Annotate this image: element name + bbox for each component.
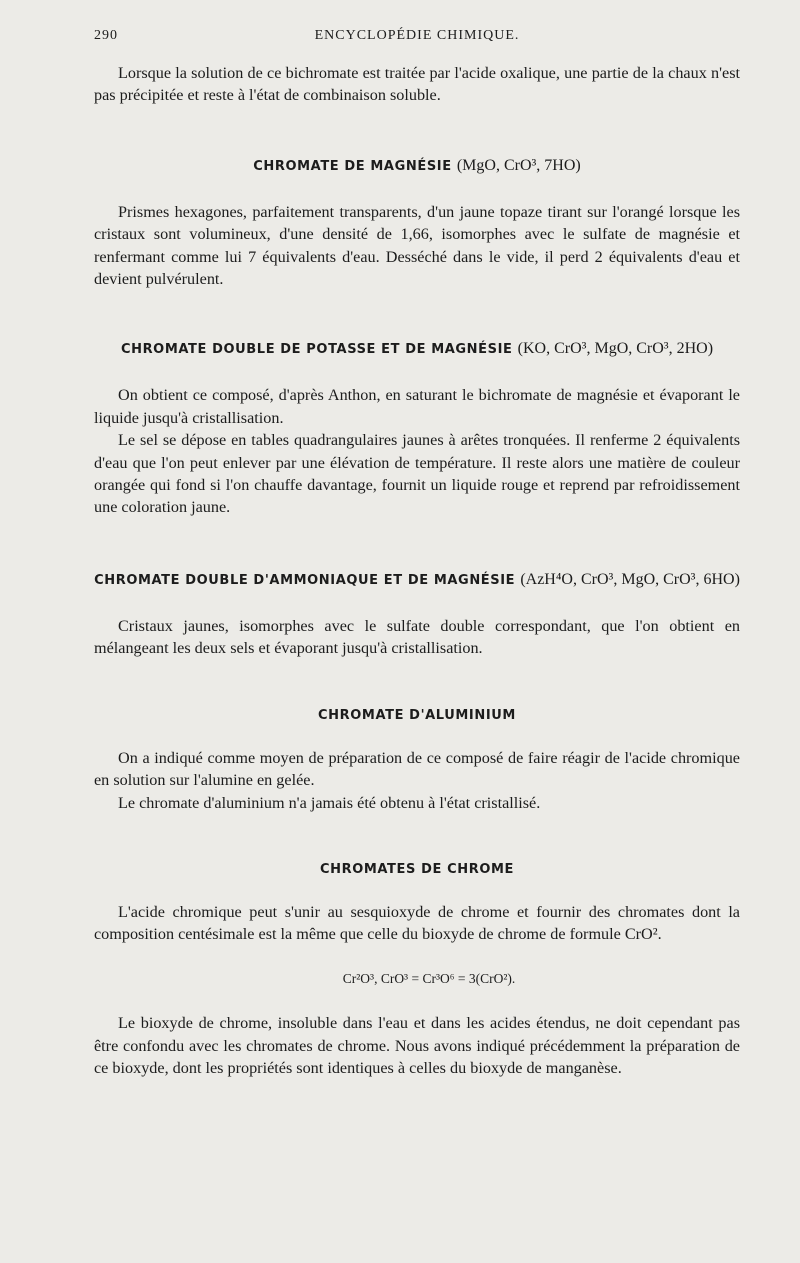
paragraph-potasse-magnesie-1: On obtient ce composé, d'après Anthon, en saturant le bichromate de magnésie et évaporant le liquide jusqu'à cristallisation. [94,386,740,427]
section-formula: (KO, CrO³, MgO, CrO³, 2HO) [517,340,714,358]
paragraph-potasse-magnesie-2: Le sel se dépose en tables quadrangulaires jaunes à arêtes tronquées. Il renferme 2 équivalents d'eau que l'on peut enlever par une élévation de température. Il reste alors une matière de couleur orangée qui fond si l'on chauffe davantage, fournit un liquide rouge et reprend par refroidissement une coloration jaune. [94,431,740,517]
section-title-potasse-magnesie [94,340,740,358]
section-formula: (AzH⁴O, CrO³, MgO, CrO³, 6HO) [520,570,740,588]
section-title-text: CHROMATE D'ALUMINIUM [318,707,516,723]
section-title-aluminium [94,708,740,723]
paragraph-chromate-magnesie: Prismes hexagones, parfaitement transparents, d'un jaune topaze tirant sur l'orangé lorsque les cristaux sont volumineux, d'une densité de 1,66, isomorphes avec le sulfate de magnésie et renfermant comme lui 7 équivalents d'eau. Desséché dans le vide, il perd 2 équivalents d'eau et devient pulvérulent. [94,202,740,289]
section-title-text: CHROMATE DOUBLE DE POTASSE ET DE MAGNÉSIE [120,342,513,358]
page-header [94,28,740,54]
running-title: ENCYCLOPÉDIE CHIMIQUE. [314,28,520,43]
paragraph-aluminium-1: On a indiqué comme moyen de préparation de ce composé de faire réagir de l'acide chromique en solution sur l'alumine en gelée. [94,748,740,790]
section-formula: (MgO, CrO³, 7HO) [456,156,581,174]
intro-paragraph: Lorsque la solution de ce bichromate est traitée par l'acide oxalique, une partie de la chaux n'est pas précipitée et reste à l'état de combinaison soluble. [94,64,740,105]
section-title-text: CHROMATE DOUBLE D'AMMONIAQUE ET DE MAGNÉSIE [94,572,516,588]
section-title-ammoniaque-magnesie [94,571,740,589]
paragraph-ammoniaque-magnesie: Cristaux jaunes, isomorphes avec le sulfate double correspondant, que l'on obtient en mélangeant les deux sels et évaporant jusqu'à cristallisation. [94,616,740,658]
section-title-chromates-de-chrome [94,862,740,877]
section-title-chromate-magnesie [94,157,740,175]
page-number: 290 [94,28,118,43]
chemical-equation: Cr²O³, CrO³ = Cr³O⁶ = 3(CrO²). [342,970,516,986]
paragraph-chromates-chrome-2: Le bioxyde de chrome, insoluble dans l'eau et dans les acides étendus, ne doit cependant pas être confondu avec les chromates de chrome. Nous avons indiqué précédemment la préparation de ce bioxyde, dont les propriétés sont identiques à celles du bioxyde de manganèse. [94,1014,740,1077]
section-title-text: CHROMATES DE CHROME [319,861,514,877]
paragraph-aluminium-2: Le chromate d'aluminium n'a jamais été obtenu à l'état cristallisé. [118,793,541,812]
section-title-text: CHROMATE DE MAGNÉSIE [253,158,452,174]
paragraph-chromates-chrome-1: L'acide chromique peut s'unir au sesquioxyde de chrome et fournir des chromates dont la composition centésimale est la même que celle du bioxyde de chrome de formule CrO². [94,902,740,944]
